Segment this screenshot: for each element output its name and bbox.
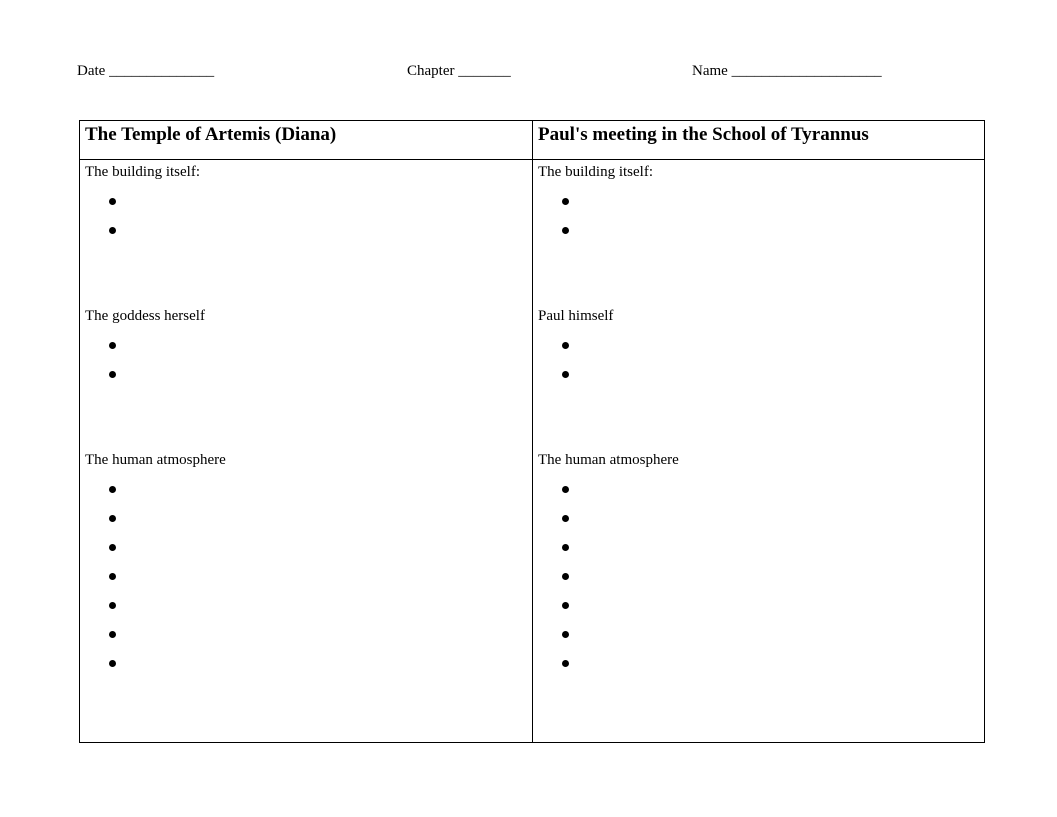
bullet-point <box>109 544 116 551</box>
bullet-point <box>109 660 116 667</box>
bullet-point <box>562 660 569 667</box>
bullet-point <box>109 573 116 580</box>
bullet-point <box>109 631 116 638</box>
section-label: Paul himself <box>538 308 614 324</box>
bullet-point <box>562 342 569 349</box>
bullet-point <box>109 486 116 493</box>
bullet-point <box>562 544 569 551</box>
bullet-point <box>109 198 116 205</box>
section-label: The human atmosphere <box>85 452 226 468</box>
bullet-point <box>562 602 569 609</box>
section-label: The building itself: <box>538 164 653 180</box>
bullet-point <box>562 515 569 522</box>
chapter-field: Chapter _______ <box>407 63 511 79</box>
bullet-point <box>562 486 569 493</box>
bullet-point <box>109 602 116 609</box>
section-label: The building itself: <box>85 164 200 180</box>
comparison-table <box>79 120 985 743</box>
bullet-point <box>109 515 116 522</box>
name-field: Name ____________________ <box>692 63 882 79</box>
column-title: Paul's meeting in the School of Tyrannus <box>538 124 869 145</box>
temple-column <box>80 121 532 742</box>
section-label: The goddess herself <box>85 308 205 324</box>
bullet-point <box>562 371 569 378</box>
bullet-point <box>562 198 569 205</box>
section-label: The human atmosphere <box>538 452 679 468</box>
bullet-point <box>562 631 569 638</box>
column-title: The Temple of Artemis (Diana) <box>85 124 337 145</box>
tyrannus-column <box>533 121 984 742</box>
bullet-point <box>109 371 116 378</box>
bullet-point <box>109 342 116 349</box>
bullet-point <box>562 573 569 580</box>
bullet-point <box>562 227 569 234</box>
bullet-point <box>109 227 116 234</box>
date-field: Date ______________ <box>77 63 215 79</box>
